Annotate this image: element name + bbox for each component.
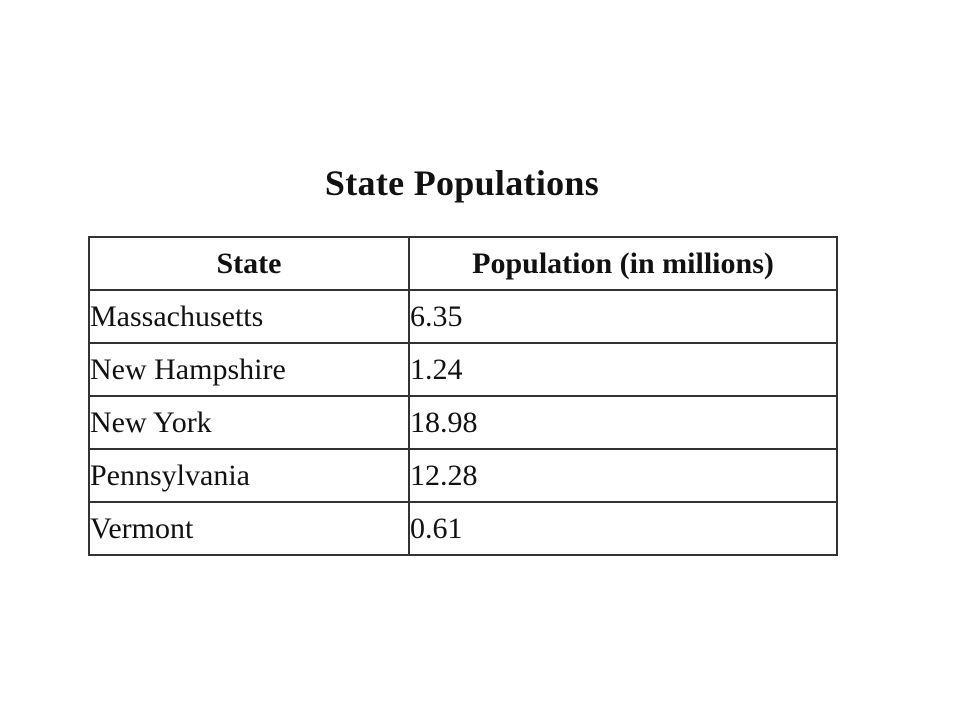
population-value: 12.28 (409, 449, 837, 502)
table-row (89, 290, 837, 343)
table-row (89, 502, 837, 555)
state-name: New York (89, 396, 409, 449)
header-state: State (89, 237, 409, 290)
population-value: 6.35 (409, 290, 837, 343)
state-name: Pennsylvania (89, 449, 409, 502)
population-value: 18.98 (409, 396, 837, 449)
table-title: State Populations (324, 163, 600, 203)
state-name: Massachusetts (89, 290, 409, 343)
table-row (89, 343, 837, 396)
population-value: 1.24 (409, 343, 837, 396)
state-population-table (88, 236, 838, 556)
table-row (89, 396, 837, 449)
table-row (89, 449, 837, 502)
state-name: New Hampshire (89, 343, 409, 396)
header-population: Population (in millions) (409, 237, 837, 290)
population-value: 0.61 (409, 502, 837, 555)
table-header-row (89, 237, 837, 290)
state-name: Vermont (89, 502, 409, 555)
